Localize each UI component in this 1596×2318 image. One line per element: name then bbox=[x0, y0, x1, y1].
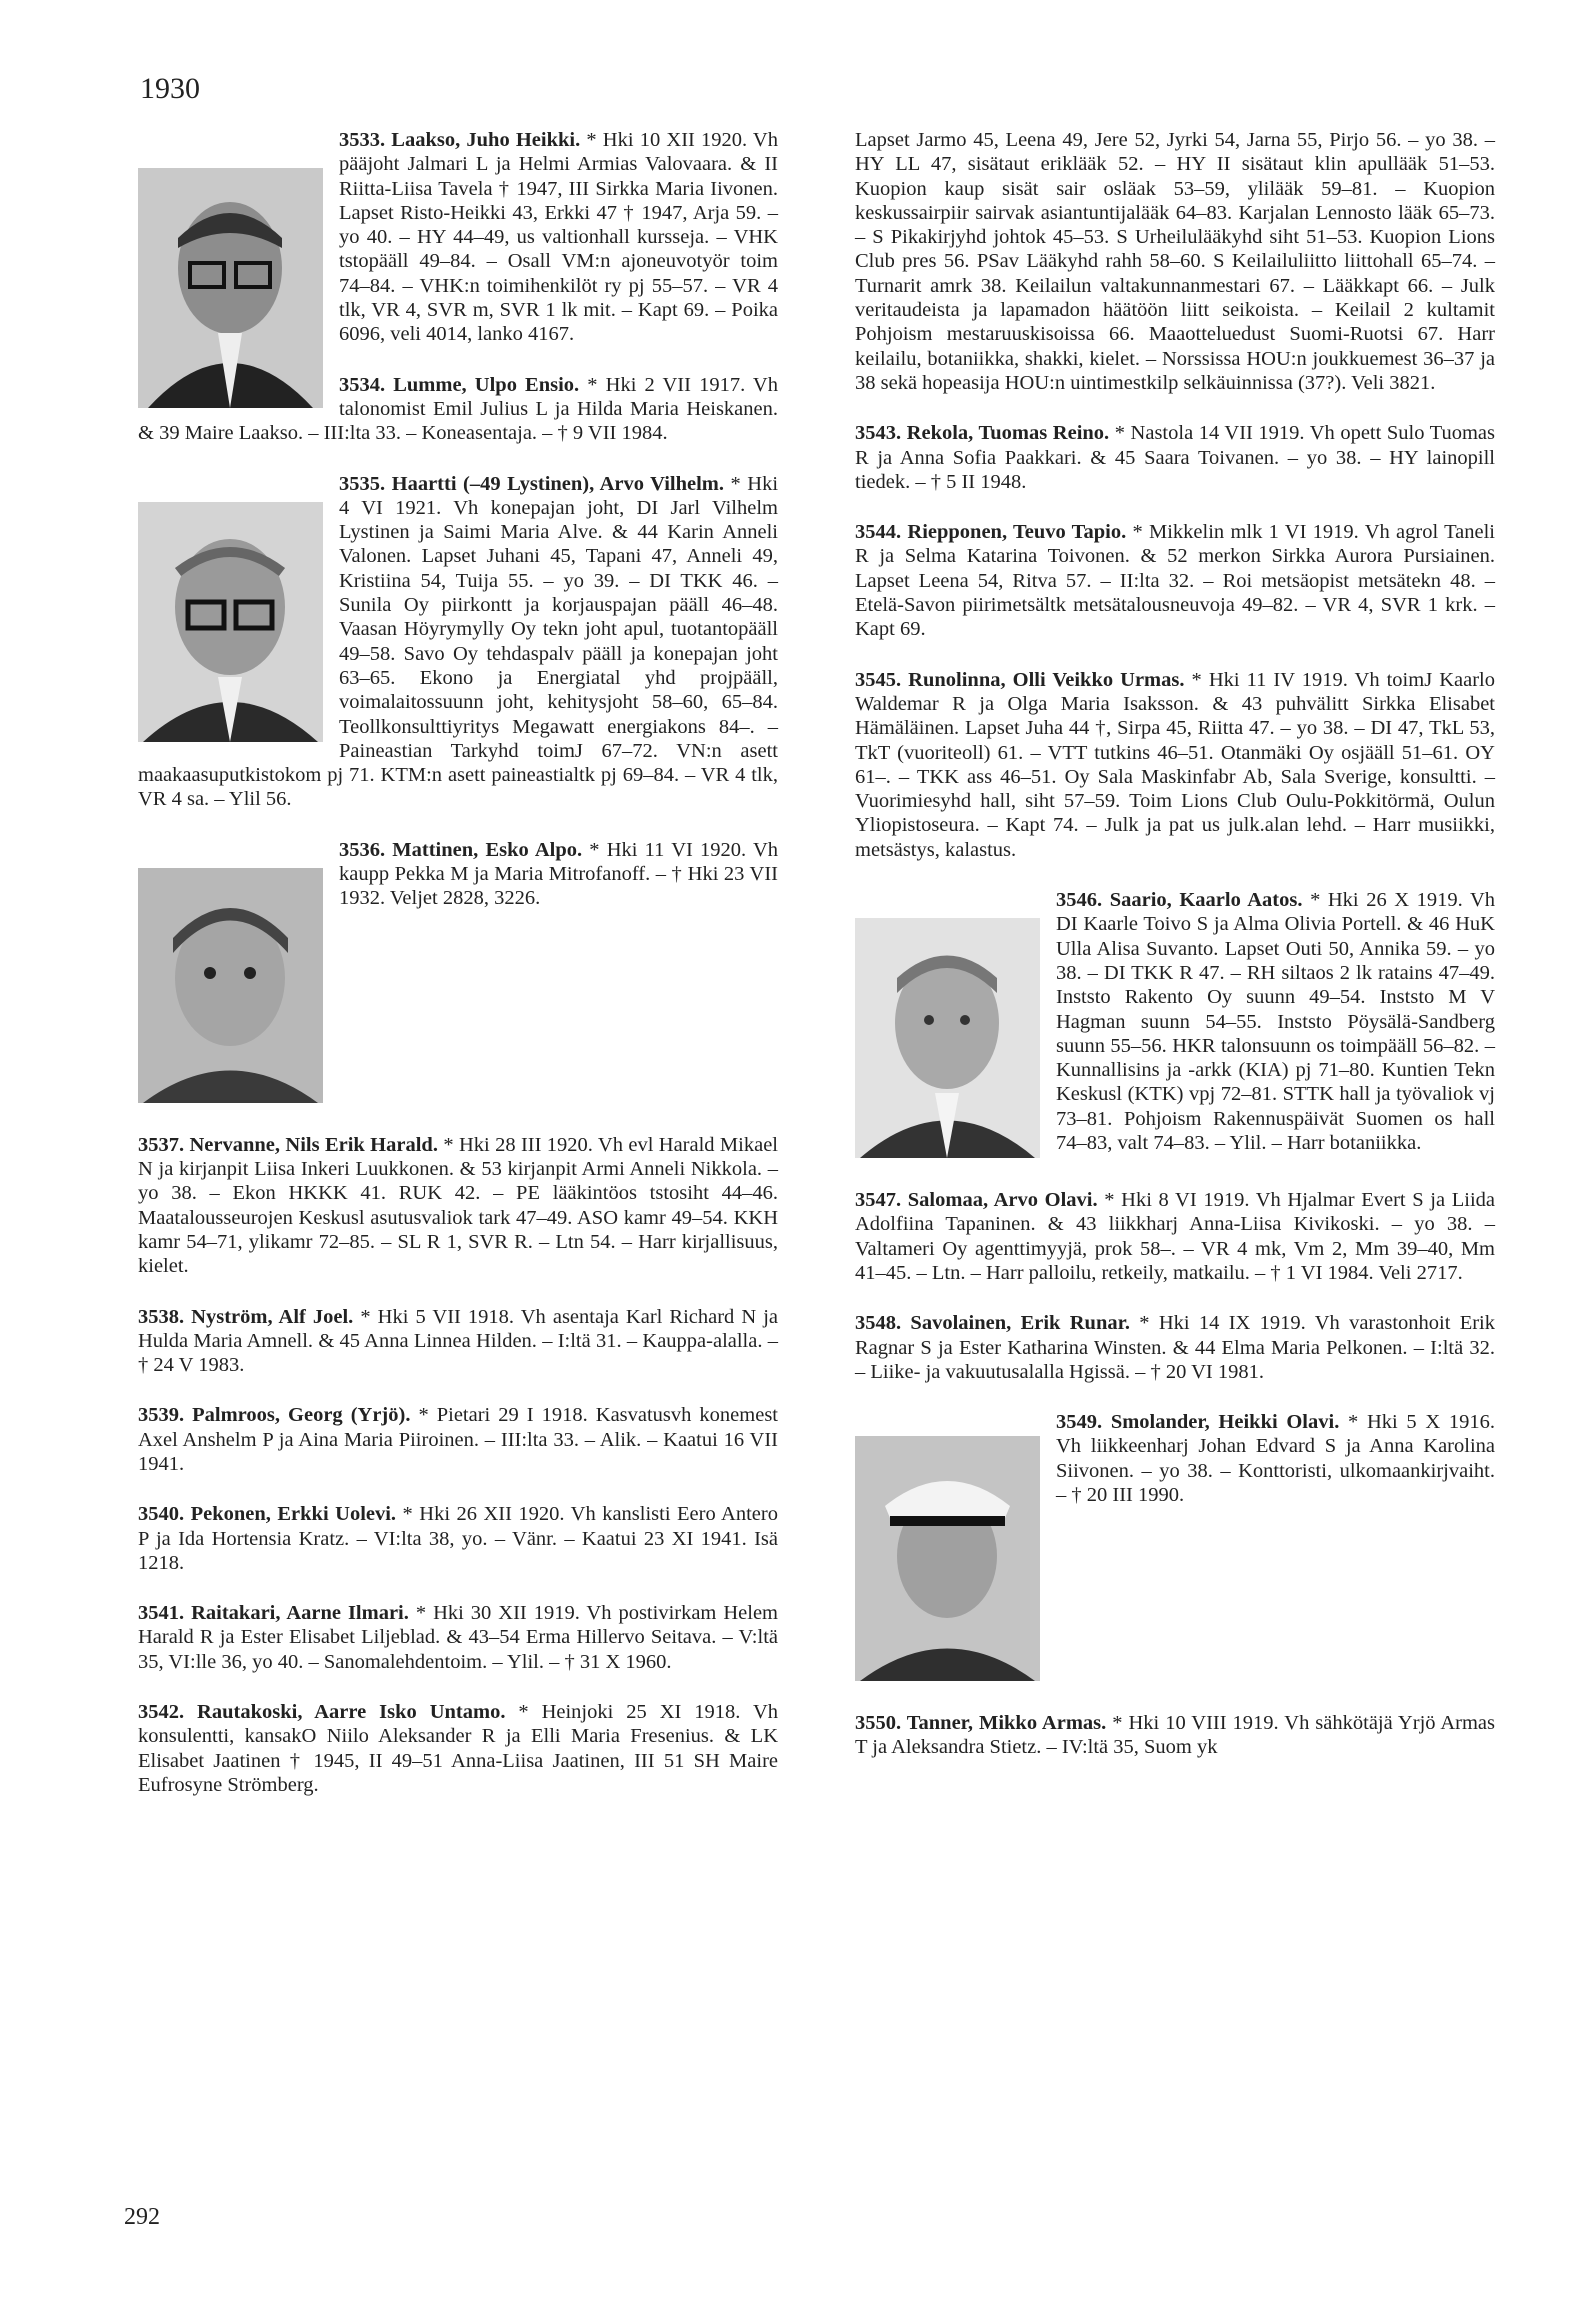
entry-text: * Heinjoki 25 XI 1918. Vh konsulentti, kansakO Niilo Aleksander R ja Elli Maria Fresenius. & LK Elisabet Jaatinen † 1945, II 49–51 Anna-Liisa Jaatinen, III 51 SH Maire Eufrosyne Strömberg. bbox=[138, 1701, 779, 1796]
entry-text: * Hki 10 XII 1920. Vh pääjoht Jalmari L ja Helmi Armias Valovaara. & II Riitta-Liisa Tavela † 1947, III Sirkka Maria Iivonen. Lapset Risto-Heikki 43, Erkki 47 † 1947, Arja 59. – yo 40. – HY 44–49, us valtionhall kursseja. – VHK tstopääll 49–84. – Osall VM:n ajoneuvotyör toim 74–84. – VHK:n toimihenkilöt ry pj 55–57. – VR 4 tlk, VR 4, SVR m, SVR 1 lk mit. – Kapt 69. – Poika 6096, veli 4014, lanko 4167. bbox=[339, 129, 778, 346]
entry-heading: 3537. Nervanne, Nils Erik Harald. bbox=[138, 1133, 438, 1156]
entry-text: Lapset Jarmo 45, Leena 49, Jere 52, Jyrki 54, Jarna 55, Pirjo 56. – yo 38. – HY LL 47, sisätaut eriklääk 52. – HY II sisätaut klin apullääk 51–53. Kuopion kaup sisät sair osläak 53–59, ylilääk 59–81. – Kuopion keskussairpiir sairvak asiantuntijalääk 64–83. Karjalan Lennosto lääk 65–73. – S Pikakirjyhd johtok 45–53. S Urheilulääkyhd siht 51–53. Kuopion Lions Club pres 56. PSav Lääkyhd rahh 58–60. S Keilailuliitto liittohall 65–74. – Turnarit amrk 38. Keilailun valtakunnanmestari 67. – Lääkkapt 66. – Julk veritaudeista ja lapamadon häätöön liitt seikoista. – Keilail 2 kultamit Pohjoism mestaruuskisoissa 66. Maaotteluedust Suomi-Ruotsi 67. Harr keilailu, botaniikka, shakki, kielet. – Norssissa HOU:n joukkuemest 36–37 ja 38 sekä hopeasija HOU:n uintimestkilp selkäuinnissa (37?). Veli 3821. bbox=[855, 129, 1495, 394]
entry-heading: 3535. Haartti (–49 Lystinen), Arvo Vilhelm. bbox=[339, 472, 724, 495]
entry-heading: 3533. Laakso, Juho Heikki. bbox=[339, 129, 581, 151]
entry-text: * Pietari 29 I 1918. Kasvatusvh konemest Axel Anshelm P ja Aina Maria Piiroinen. – III:lta 33. – Alik. – Kaatui 16 VII 1941. bbox=[138, 1404, 778, 1475]
entry-text: * Hki 8 VI 1919. Vh Hjalmar Evert S ja Liida Adolfiina Tapaninen. & 43 liikkharj Anna-Liisa Kivikoski. – yo 38. – Valtameri Oy agenttimyyjä, prok 58–. – VR 4 mk, Vm 2, Mm 39–40, Mm 41–45. – Ltn. – Harr palloilu, retkeily, matkailu. – † 1 VI 1984. Veli 2717. bbox=[855, 1189, 1496, 1284]
entry-heading: 3548. Savolainen, Erik Runar. bbox=[855, 1312, 1130, 1335]
entry-text: * Hki 10 VIII 1919. Vh sähkötäjä Yrjö Armas T ja Aleksandra Stietz. – IV:ltä 35, Suom yk bbox=[855, 1712, 1496, 1759]
entry-heading: 3538. Nyström, Alf Joel. bbox=[138, 1305, 354, 1328]
left-column bbox=[138, 128, 778, 1823]
entry-text: * Nastola 14 VII 1919. Vh opett Sulo Tuomas R ja Anna Sofia Paakkari. & 45 Saara Toivanen. – yo 38. – HY lainopill tiedek. – † 5 II 1948. bbox=[855, 422, 1495, 493]
entry-text: * Hki 14 IX 1919. Vh varastonhoit Erik Ragnar S ja Ester Katharina Winsten. & 44 Elma Maria Pelkonen. – I:ltä 32. – Liike- ja vakuutusalalla Hgissä. – † 20 VI 1981. bbox=[855, 1312, 1496, 1383]
entry-3543 bbox=[855, 421, 1495, 494]
entry-heading: 3549. Smolander, Heikki Olavi. bbox=[1056, 1411, 1340, 1434]
entry-heading: 3546. Saario, Kaarlo Aatos. bbox=[1056, 889, 1303, 912]
entry-text: * Hki 30 XII 1919. Vh postivirkam Helem Harald R ja Ester Elisabet Liljeblad. & 43–54 Erma Hillervo Seitava. – V:ltä 35, VI:lle 36, yo 40. – Sanomalehdentoim. – Ylil. – † 31 X 1960. bbox=[138, 1602, 778, 1673]
entry-heading: 3539. Palmroos, Georg (Yrjö). bbox=[138, 1404, 411, 1427]
entry-text: * Hki 26 X 1919. Vh DI Kaarle Toivo S ja Alma Olivia Portell. & 46 HuK Ulla Alisa Suvanto. Lapset Outi 50, Annika 59. – yo 38. – DI TKK R 47. – RH siltaos 2 lk ratains 47–49. Inststo Rakento Oy suunn 49–54. Inststo M V Hagman suunn 54–55. Inststo Pöysälä-Sandberg suunn 55–56. HKR talonsuunn os toimpääll 56–82. – Kunnallisins ja -arkk (KIA) pj 71–80. Kuntien Tekn Keskusl (KTK) vpj 72–81. STTK hall ja työvaliok vj 73–81. Pohjoism Rakennuspäivät Suomen os hall 74–83, valt 74–83. – Ylil. – Harr botaniikka. bbox=[1056, 889, 1495, 1154]
entry-3540 bbox=[138, 1502, 778, 1575]
entry-3539 bbox=[138, 1403, 778, 1476]
entry-heading: 3545. Runolinna, Olli Veikko Urmas. bbox=[855, 668, 1185, 691]
entry-text: * Hki 11 VI 1920. Vh kaupp Pekka M ja Maria Mitrofanoff. – † Hki 23 VII 1932. Veljet 2828, 3226. bbox=[339, 838, 779, 910]
entry-3550 bbox=[855, 1711, 1495, 1760]
entry-text: * Mikkelin mlk 1 VI 1919. Vh agrol Taneli R ja Selma Katarina Toivonen. & 52 merkon Sirkka Aurora Pursiainen. Lapset Leena 54, Ritva 57. – II:lta 32. – Roi metsäopist metsätekn 48. – Etelä-Savon piirimetsältk metsätalousneuvoja 49–82. – VR 4, SVR 1 krk. – Kapt 69. bbox=[855, 521, 1495, 641]
entry-3542 bbox=[138, 1700, 778, 1797]
entry-3533 bbox=[138, 128, 778, 347]
right-column bbox=[855, 128, 1495, 1786]
entry-text: * Hki 5 X 1916. Vh liikkeenharj Johan Edvard S ja Anna Karolina Siivonen. – yo 38. – Konttoristi, ulkomaankirjvaiht. – † 20 III 1990. bbox=[1056, 1411, 1495, 1506]
entry-heading: 3543. Rekola, Tuomas Reino. bbox=[855, 422, 1110, 445]
entry-heading: 3550. Tanner, Mikko Armas. bbox=[855, 1712, 1107, 1735]
portrait-photo bbox=[855, 918, 1040, 1158]
portrait-photo bbox=[138, 502, 323, 742]
entry-3549 bbox=[855, 1410, 1495, 1685]
entry-continuation bbox=[855, 128, 1495, 395]
entry-3541 bbox=[138, 1601, 778, 1674]
page-number: 292 bbox=[124, 2204, 160, 2230]
entry-3547 bbox=[855, 1188, 1495, 1285]
entry-heading: 3536. Mattinen, Esko Alpo. bbox=[339, 838, 583, 861]
entry-heading: 3534. Lumme, Ulpo Ensio. bbox=[339, 373, 580, 396]
entry-heading: 3547. Salomaa, Arvo Olavi. bbox=[855, 1189, 1098, 1212]
entry-heading: 3542. Rautakoski, Aarre Isko Untamo. bbox=[138, 1701, 506, 1724]
entry-text: * Hki 4 VI 1921. Vh konepajan joht, DI Jarl Vilhelm Lystinen ja Saimi Maria Alve. & 44 Karin Anneli Valonen. Lapset Juhani 45, Tapani 47, Anneli 49, Kristiina 54, Tuija 55. – yo 39. – DI TKK 46. – Sunila Oy piirkontt ja korjauspajan pääll 46–48. Vaasan Höyrymylly Oy tekn joht apul, tuotantopääll 49–58. Savo Oy tehdaspalv pääll ja konepajan joht 63–65. Ekono ja Energiatal yhd projpääll, voimalaitossuunn joht, kehitysjoht 58–60, 65–84. Teollkonsulttiyritys Megawatt energiakons 84–. – Paineastian Tarkyhd toimJ 67–72. VN:n asett maakaasuputkistokom pj 71. KTM:n asett paineastialtk pj 69–84. – VR 4 tlk, VR 4 sa. – Ylil 56. bbox=[138, 472, 779, 811]
entry-text: * Hki 2 VII 1917. Vh talonomist Emil Julius L ja Hilda Maria Heiskanen. & 39 Maire Laakso. – III:lta 33. – Koneasentaja. – † 9 VII 1984. bbox=[138, 373, 778, 445]
entry-3537 bbox=[138, 1133, 778, 1279]
entry-3546 bbox=[855, 888, 1495, 1162]
portrait-photo bbox=[138, 868, 323, 1103]
page-header-year: 1930 bbox=[140, 72, 200, 105]
portrait-photo bbox=[138, 168, 323, 408]
entry-text: * Hki 26 XII 1920. Vh kanslisti Eero Antero P ja Ida Hortensia Kratz. – VI:lta 38, yo. – Vänr. – Kaatui 23 XI 1941. Isä 1218. bbox=[138, 1503, 778, 1574]
entry-heading: 3541. Raitakari, Aarne Ilmari. bbox=[138, 1602, 409, 1625]
entry-text: * Hki 28 III 1920. Vh evl Harald Mikael N ja kirjanpit Liisa Inkeri Luukkonen. & 53 kirjanpit Armi Anneli Nikkola. – yo 38. – Ekon HKKK 41. RUK 42. – PE lääkintöos tstosiht 44–46. Maatalousseurojen Keskusl asutusvaliok tark 47–49. ASO kamr 49–54. KKH kamr 54–71, ylikamr 72–85. – SL R 1, SVR R. – Ltn 54. – Harr kirjallisuus, kielet. bbox=[138, 1133, 778, 1278]
entry-3544 bbox=[855, 520, 1495, 641]
entry-heading: 3544. Riepponen, Teuvo Tapio. bbox=[855, 521, 1127, 544]
entry-3538 bbox=[138, 1305, 778, 1378]
entry-heading: 3540. Pekonen, Erkki Uolevi. bbox=[138, 1503, 397, 1526]
entry-3545 bbox=[855, 668, 1495, 862]
entry-3548 bbox=[855, 1311, 1495, 1384]
entry-3536 bbox=[138, 838, 778, 1107]
entry-3535 bbox=[138, 472, 778, 812]
entry-text: * Hki 11 IV 1919. Vh toimJ Kaarlo Waldemar R ja Olga Maria Isaksson. & 43 puhvälitt Sirkka Elisabet Hämäläinen. Lapset Juha 44 †, Sirpa 45, Riitta 47. – yo 38. – DI 47, TkL 53, TkT (vuoriteoll) 61. – VTT tutkins 46–51. Otanmäki Oy osjääll 51–61. OY 61–. – TKK ass 46–51. Oy Sala Maskinfabr Ab, Sala Sverige, konsultti. – Vuorimiesyhd hall, siht 57–59. Toim Lions Club Oulu-Pokkitörmä, Oulun Yliopistoseura. – Kapt 74. – Julk ja pat us julk.alan lehd. – Harr musiikki, metsästys, kalastus. bbox=[855, 668, 1495, 861]
entry-text: * Hki 5 VII 1918. Vh asentaja Karl Richard N ja Hulda Maria Amnell. & 45 Anna Linnea Hilden. – I:ltä 31. – Kauppa-alalla. – † 24 V 1983. bbox=[138, 1305, 778, 1377]
portrait-photo bbox=[855, 1436, 1040, 1681]
